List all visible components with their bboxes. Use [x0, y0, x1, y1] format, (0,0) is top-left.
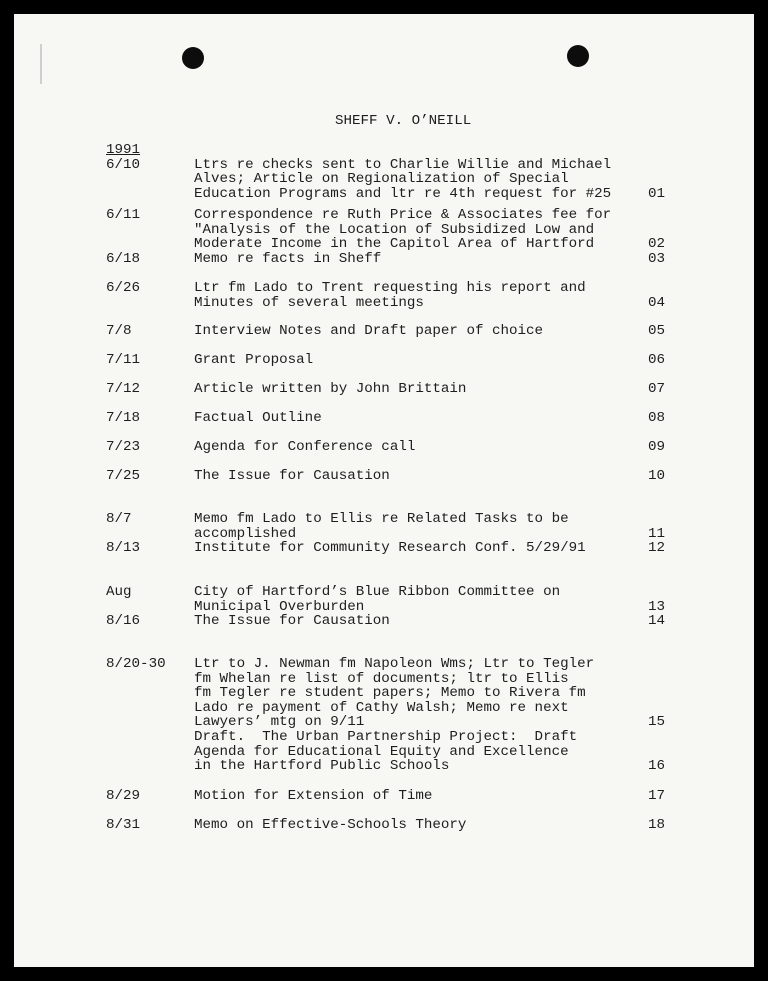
entry-description-line: Memo fm Lado to Ellis re Related Tasks to be	[194, 511, 569, 527]
entry-date: 8/20-30	[106, 656, 166, 672]
entry-date: 8/7	[106, 511, 132, 527]
entry-date: 7/8	[106, 323, 132, 339]
entry-number: 07	[648, 381, 666, 397]
entry-description-line: Ltrs re checks sent to Charlie Willie and Michael	[194, 156, 612, 173]
entry-number: 08	[648, 410, 666, 426]
entry-date: 6/10	[106, 156, 141, 173]
entry-description	[194, 440, 415, 455]
entry-description	[194, 585, 560, 614]
entry-date: 8/13	[106, 540, 141, 556]
entry-description-line: in the Hartford Public Schools	[194, 758, 450, 775]
entry-description-line: Correspondence re Ruth Price & Associates fee for	[194, 207, 612, 223]
entry-date: 7/12	[106, 381, 141, 397]
entry-description	[194, 818, 466, 833]
entry-description	[194, 252, 381, 267]
entry-description-line: Grant Proposal	[194, 352, 314, 368]
entry-description	[194, 281, 586, 310]
entry-date: Aug	[106, 584, 132, 600]
entry-description-line: Alves; Article on Regionalization of Special	[194, 171, 569, 188]
entry-description	[194, 411, 322, 426]
entry-number: 14	[648, 613, 666, 629]
entry-description-line: Moderate Income in the Capitol Area of Hartford	[194, 236, 595, 253]
entry-date: 8/29	[106, 788, 141, 804]
year-heading: 1991	[106, 142, 141, 158]
entry-number: 10	[648, 468, 666, 484]
entry-description-line: Minutes of several meetings	[194, 294, 424, 311]
entry-description-line: Education Programs and ltr re 4th request for #25	[194, 185, 612, 202]
entry-number: 15	[648, 714, 666, 731]
entry-number: 02	[648, 236, 666, 253]
entry-description-line: Motion for Extension of Time	[194, 788, 433, 804]
entry-number: 11	[648, 525, 666, 542]
entry-description-line: fm Whelan re list of documents; ltr to Ellis	[194, 670, 569, 687]
entry-description-line: Draft. The Urban Partnership Project: Draft	[194, 729, 578, 745]
entry-description	[194, 208, 611, 252]
entry-number: 16	[648, 758, 666, 775]
entry-number: 18	[648, 817, 666, 833]
entry-description	[194, 614, 390, 629]
entry-date: 7/18	[106, 410, 141, 426]
document-title: SHEFF V. O’NEILL	[335, 113, 472, 129]
scan-mark	[40, 44, 42, 84]
entry-date: 6/11	[106, 207, 141, 223]
entry-description-line: Lado re payment of Cathy Walsh; Memo re next	[194, 699, 569, 716]
entry-description-line: Ltr to J. Newman fm Napoleon Wms; Ltr to Tegler	[194, 656, 595, 672]
entry-description-line: fm Tegler re student papers; Memo to Rivera fm	[194, 685, 586, 702]
entry-description-line: Interview Notes and Draft paper of choice	[194, 323, 544, 339]
punch-hole-left	[182, 47, 204, 69]
document-page	[14, 14, 754, 967]
entry-description-line: Article written by John Brittain	[194, 381, 467, 397]
entry-description-line: Municipal Overburden	[194, 598, 365, 615]
entry-description	[194, 512, 569, 541]
entry-description-line: Agenda for Conference call	[194, 439, 416, 455]
entry-description-line: accomplished	[194, 525, 297, 542]
entry-date: 8/31	[106, 817, 141, 833]
entry-description-line: City of Hartford’s Blue Ribbon Committee on	[194, 584, 561, 600]
entry-description-line: Institute for Community Research Conf. 5/29/91	[194, 540, 586, 556]
entry-description-line: Memo re facts in Sheff	[194, 251, 382, 267]
entry-description	[194, 158, 611, 202]
entry-description	[194, 730, 577, 774]
entry-description-line: Factual Outline	[194, 410, 322, 426]
entry-description-line: Agenda for Educational Equity and Excellence	[194, 743, 569, 760]
punch-hole-right	[567, 45, 589, 67]
entry-description	[194, 353, 313, 368]
entry-number: 09	[648, 439, 666, 455]
entry-number: 12	[648, 540, 666, 556]
entry-number: 05	[648, 323, 666, 339]
entry-number: 06	[648, 352, 666, 368]
entry-description	[194, 657, 594, 730]
entry-date: 6/18	[106, 251, 141, 267]
entry-description	[194, 789, 432, 804]
entry-date: 8/16	[106, 613, 141, 629]
entry-description	[194, 324, 543, 339]
entry-description-line: The Issue for Causation	[194, 468, 390, 484]
entry-description-line: The Issue for Causation	[194, 613, 390, 629]
entry-description	[194, 382, 466, 397]
entry-number: 03	[648, 251, 666, 267]
entry-description-line: Memo on Effective-Schools Theory	[194, 817, 467, 833]
entry-description-line: Ltr fm Lado to Trent requesting his report and	[194, 280, 586, 296]
entry-date: 6/26	[106, 280, 141, 296]
entry-number: 04	[648, 294, 666, 311]
entry-number: 13	[648, 598, 666, 615]
entry-description	[194, 541, 586, 556]
entry-date: 7/25	[106, 468, 141, 484]
entry-description-line: "Analysis of the Location of Subsidized Low and	[194, 221, 595, 238]
entry-number: 17	[648, 788, 666, 804]
entry-date: 7/23	[106, 439, 141, 455]
entry-number: 01	[648, 185, 666, 202]
entry-description-line: Lawyers’ mtg on 9/11	[194, 714, 365, 731]
entry-description	[194, 469, 390, 484]
entry-date: 7/11	[106, 352, 141, 368]
